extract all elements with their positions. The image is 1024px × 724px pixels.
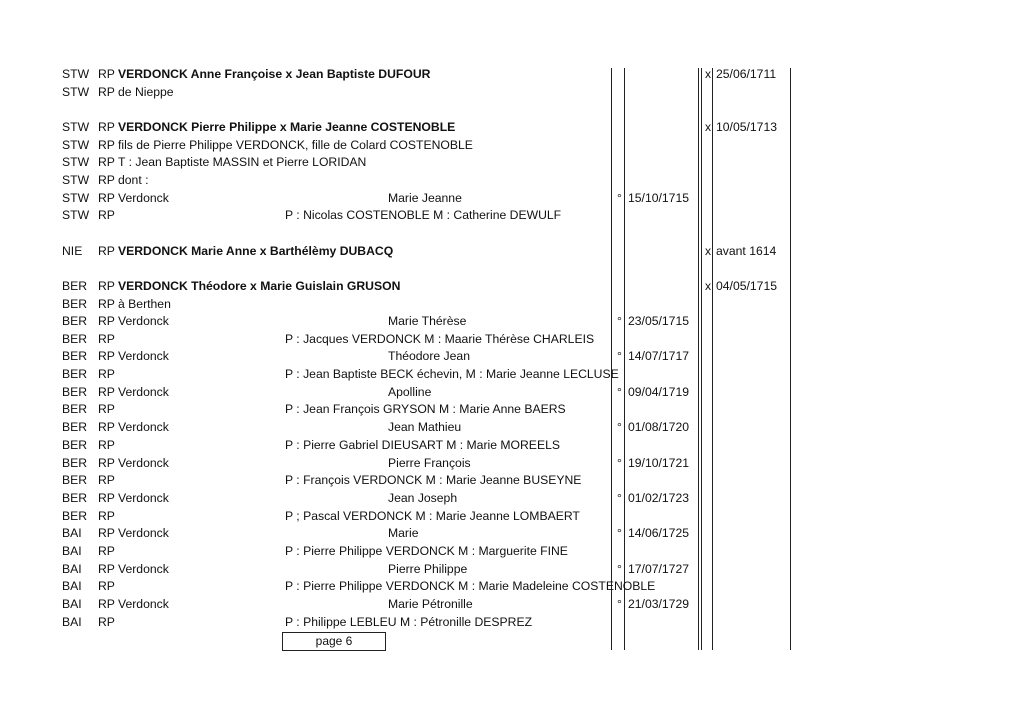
source-code: RP <box>98 491 115 505</box>
source-code: RP <box>98 473 115 487</box>
baptism-date: 23/05/1715 <box>628 314 689 328</box>
source-code: RP <box>98 615 115 629</box>
given-name: Pierre François <box>388 456 471 470</box>
parish-code: BER <box>62 314 88 328</box>
source-code: RP <box>98 349 115 363</box>
record-row <box>0 614 1024 631</box>
source-code: RP <box>98 67 115 81</box>
record-text: fils de Pierre Philippe VERDONCK, fille de Colard COSTENOBLE <box>118 138 473 152</box>
baptism-date: 14/06/1725 <box>628 526 689 540</box>
parish-code: BER <box>62 473 88 487</box>
parish-code: STW <box>62 155 90 169</box>
record-row <box>0 455 1024 472</box>
godparents: P : Jean François GRYSON M : Marie Anne BAERS <box>285 402 566 416</box>
record-row <box>0 525 1024 542</box>
record-text: Verdonck <box>118 349 169 363</box>
record-row <box>0 401 1024 418</box>
source-code: RP <box>98 155 115 169</box>
godparents: P ; Pascal VERDONCK M : Marie Jeanne LOMBAERT <box>285 509 580 523</box>
source-code: RP <box>98 367 115 381</box>
baptism-mark: ° <box>617 562 622 576</box>
parish-code: BER <box>62 279 88 293</box>
source-code: RP <box>98 173 115 187</box>
parish-code: BER <box>62 438 88 452</box>
godparents: P : Pierre Gabriel DIEUSART M : Marie MOREELS <box>285 438 560 452</box>
record-text: Verdonck <box>118 526 169 540</box>
given-name: Jean Joseph <box>388 491 458 505</box>
source-code: RP <box>98 509 115 523</box>
record-text: dont : <box>118 173 149 187</box>
page-number-box: page 6 <box>282 632 386 651</box>
record-text: Verdonck <box>118 597 169 611</box>
record-row <box>0 578 1024 595</box>
source-code: RP <box>98 579 115 593</box>
source-code: RP <box>98 420 115 434</box>
parish-code: STW <box>62 208 90 222</box>
record-text: de Nieppe <box>118 85 174 99</box>
godparents: P : Jean Baptiste BECK échevin, M : Marie Jeanne LECLUSE <box>285 367 619 381</box>
marriage-date: 04/05/1715 <box>716 279 777 293</box>
source-code: RP <box>98 385 115 399</box>
record-row <box>0 472 1024 489</box>
parish-code: STW <box>62 67 90 81</box>
record-row <box>0 437 1024 454</box>
marriage-date: 10/05/1713 <box>716 120 777 134</box>
record-row <box>0 137 1024 154</box>
baptism-mark: ° <box>617 314 622 328</box>
baptism-date: 21/03/1729 <box>628 597 689 611</box>
source-code: RP <box>98 244 115 258</box>
parish-code: BAI <box>62 615 82 629</box>
given-name: Marie Pétronille <box>388 597 473 611</box>
parish-code: STW <box>62 191 90 205</box>
given-name: Théodore Jean <box>388 349 470 363</box>
parish-code: BER <box>62 367 88 381</box>
parish-code: STW <box>62 85 90 99</box>
record-row <box>0 119 1024 136</box>
record-text: Verdonck <box>118 420 169 434</box>
record-row <box>0 207 1024 224</box>
record-row <box>0 84 1024 101</box>
record-text: Verdonck <box>118 385 169 399</box>
given-name: Marie Jeanne <box>388 191 462 205</box>
marriage-mark: x <box>705 67 712 81</box>
parish-code: BER <box>62 332 88 346</box>
godparents: P : Philippe LEBLEU M : Pétronille DESPREZ <box>285 615 533 629</box>
record-row <box>0 348 1024 365</box>
record-row <box>0 561 1024 578</box>
given-name: Apolline <box>388 385 432 399</box>
parish-code: STW <box>62 138 90 152</box>
parish-code: BER <box>62 420 88 434</box>
record-text: Verdonck <box>118 314 169 328</box>
source-code: RP <box>98 597 115 611</box>
source-code: RP <box>98 138 115 152</box>
marriage-date: 25/06/1711 <box>716 67 777 81</box>
parish-code: BER <box>62 402 88 416</box>
godparents: P : Pierre Philippe VERDONCK M : Marguerite FINE <box>285 544 568 558</box>
baptism-mark: ° <box>617 597 622 611</box>
source-code: RP <box>98 85 115 99</box>
baptism-date: 01/08/1720 <box>628 420 689 434</box>
record-text: Verdonck <box>118 191 169 205</box>
record-row <box>0 331 1024 348</box>
record-row <box>0 278 1024 295</box>
source-code: RP <box>98 279 115 293</box>
baptism-date: 01/02/1723 <box>628 491 689 505</box>
godparents: P : Jacques VERDONCK M : Maarie Thérèse CHARLEIS <box>285 332 595 346</box>
record-row <box>0 384 1024 401</box>
parish-code: NIE <box>62 244 83 258</box>
parish-code: BAI <box>62 526 82 540</box>
record-text: Verdonck <box>118 562 169 576</box>
record-text: T : Jean Baptiste MASSIN et Pierre LORIDAN <box>118 155 367 169</box>
marriage-mark: x <box>705 279 712 293</box>
marriage-mark: x <box>705 244 712 258</box>
source-code: RP <box>98 544 115 558</box>
record-text: à Berthen <box>118 297 171 311</box>
baptism-date: 09/04/1719 <box>628 385 689 399</box>
given-name: Marie <box>388 526 419 540</box>
record-row <box>0 596 1024 613</box>
source-code: RP <box>98 297 115 311</box>
marriage-heading: VERDONCK Pierre Philippe x Marie Jeanne COSTENOBLE <box>118 120 456 134</box>
parish-code: BAI <box>62 544 82 558</box>
record-row <box>0 66 1024 83</box>
record-row <box>0 419 1024 436</box>
parish-code: BAI <box>62 579 82 593</box>
baptism-mark: ° <box>617 191 622 205</box>
parish-code: BAI <box>62 597 82 611</box>
parish-code: BAI <box>62 562 82 576</box>
parish-code: BER <box>62 385 88 399</box>
parish-code: STW <box>62 173 90 187</box>
marriage-heading: VERDONCK Marie Anne x Barthélèmy DUBACQ <box>118 244 394 258</box>
source-code: RP <box>98 208 115 222</box>
record-text: Verdonck <box>118 456 169 470</box>
source-code: RP <box>98 438 115 452</box>
record-row <box>0 490 1024 507</box>
record-row <box>0 543 1024 560</box>
parish-code: BER <box>62 509 88 523</box>
record-row <box>0 190 1024 207</box>
source-code: RP <box>98 120 115 134</box>
record-row <box>0 172 1024 189</box>
godparents: P : Nicolas COSTENOBLE M : Catherine DEWULF <box>285 208 562 222</box>
baptism-date: 17/07/1727 <box>628 562 689 576</box>
parish-code: STW <box>62 120 90 134</box>
baptism-mark: ° <box>617 526 622 540</box>
marriage-heading: VERDONCK Théodore x Marie Guislain GRUSON <box>118 279 401 293</box>
baptism-mark: ° <box>617 491 622 505</box>
record-row <box>0 296 1024 313</box>
source-code: RP <box>98 562 115 576</box>
parish-code: BER <box>62 491 88 505</box>
godparents: P : François VERDONCK M : Marie Jeanne BUSEYNE <box>285 473 582 487</box>
marriage-heading: VERDONCK Anne Françoise x Jean Baptiste DUFOUR <box>118 67 431 81</box>
source-code: RP <box>98 332 115 346</box>
baptism-mark: ° <box>617 349 622 363</box>
marriage-mark: x <box>705 120 712 134</box>
source-code: RP <box>98 456 115 470</box>
baptism-mark: ° <box>617 456 622 470</box>
baptism-date: 15/10/1715 <box>628 191 689 205</box>
record-row <box>0 366 1024 383</box>
godparents: P : Pierre Philippe VERDONCK M : Marie Madeleine COSTENOBLE <box>285 579 656 593</box>
baptism-mark: ° <box>617 385 622 399</box>
baptism-date: 19/10/1721 <box>628 456 689 470</box>
baptism-date: 14/07/1717 <box>628 349 689 363</box>
source-code: RP <box>98 314 115 328</box>
record-text: Verdonck <box>118 491 169 505</box>
parish-code: BER <box>62 456 88 470</box>
baptism-mark: ° <box>617 420 622 434</box>
source-code: RP <box>98 191 115 205</box>
record-row <box>0 243 1024 260</box>
record-row <box>0 154 1024 171</box>
marriage-date: avant 1614 <box>716 244 777 258</box>
source-code: RP <box>98 526 115 540</box>
parish-code: BER <box>62 349 88 363</box>
given-name: Pierre Philippe <box>388 562 468 576</box>
given-name: Marie Thérèse <box>388 314 467 328</box>
record-row <box>0 508 1024 525</box>
record-row <box>0 313 1024 330</box>
parish-code: BER <box>62 297 88 311</box>
given-name: Jean Mathieu <box>388 420 462 434</box>
source-code: RP <box>98 402 115 416</box>
